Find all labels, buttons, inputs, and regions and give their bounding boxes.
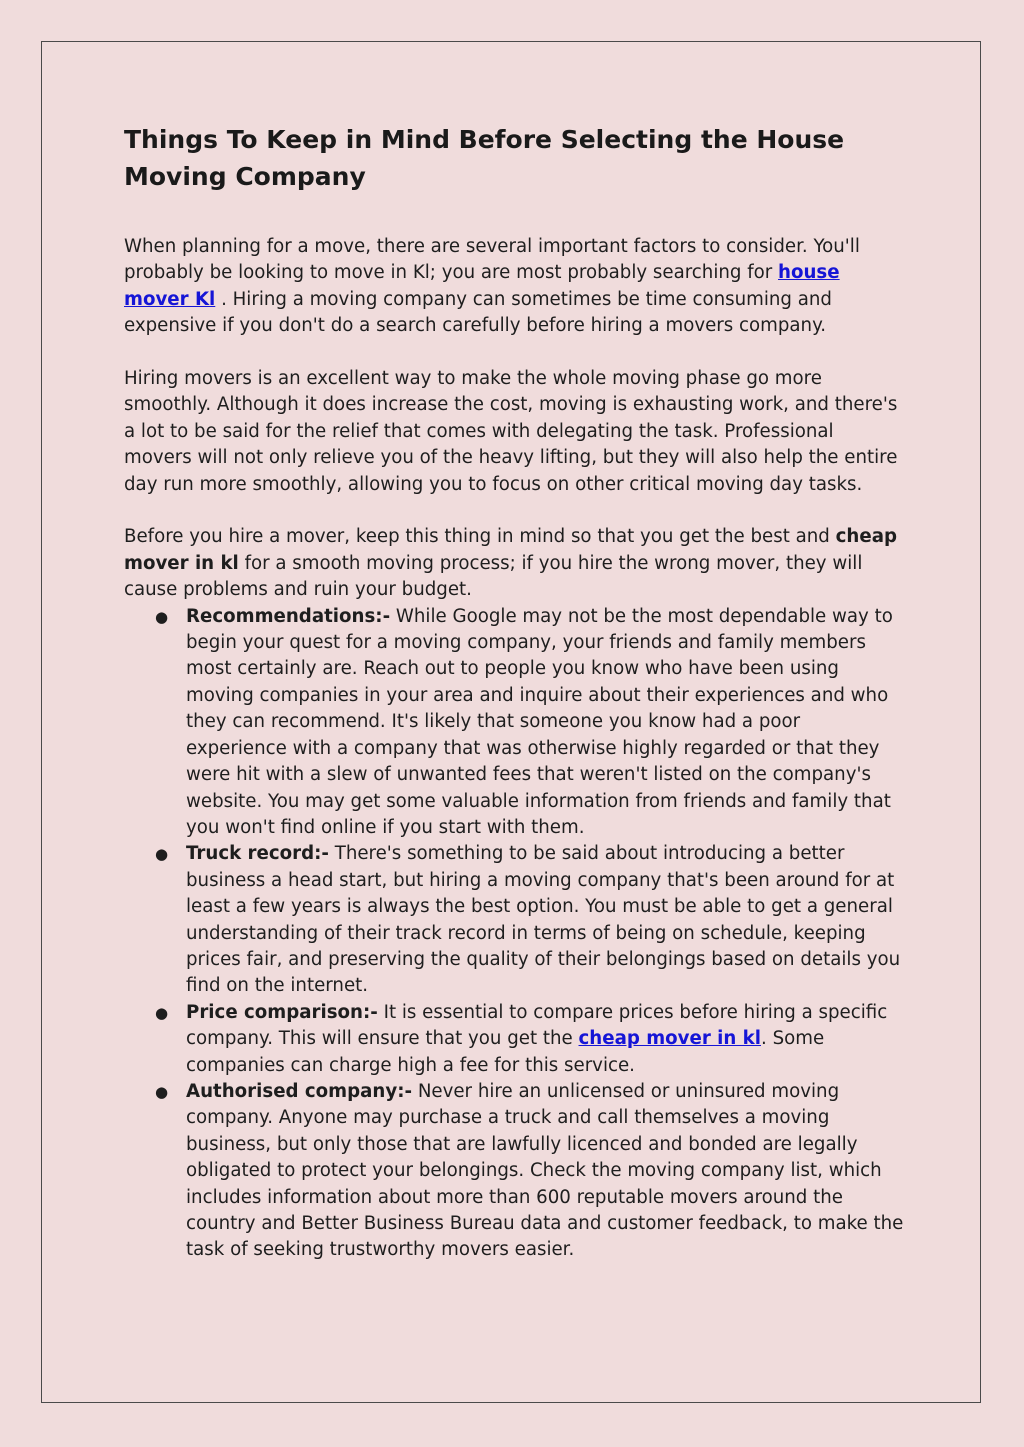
bullet-icon: ●: [155, 1003, 169, 1022]
p3-text-after-bold: for a smooth moving process; if you hire the wrong mover, they will cause problems and ruin your budget.: [124, 552, 863, 601]
before-you-hire-paragraph: [124, 524, 904, 603]
cheap-mover-link[interactable]: cheap mover in kl: [578, 1028, 761, 1050]
list-item-text-after-link: . Some companies can charge high a fee for this service.: [186, 1028, 825, 1076]
bullet-icon: ●: [155, 607, 169, 626]
tips-list: [124, 604, 904, 1264]
intro-text-after-link: . Hiring a moving company can sometimes be time consuming and expensive if you don't do a search carefully before hiring a movers company.: [124, 288, 832, 337]
list-item-heading: Truck record:-: [186, 843, 329, 865]
list-item-heading: Price comparison:-: [186, 1001, 378, 1023]
list-item-text-before-link: It is essential to compare prices before hiring a specific company. This will ensure that you get the: [186, 1001, 888, 1050]
list-item-text: While Google may not be the most dependable way to begin your quest for a moving company, your friends and family members most certainly are. Reach out to people you know who have been using moving companies in your area and inquire about their experiences and who they can recommend. It's likely that someone you know had a poor experience with a company that was otherwise highly regarded or that they were hit with a slew of unwanted fees that weren't listed on the company's website. You may get some valuable information from friends and family that you won't find online if you start with them.: [186, 605, 893, 838]
list-item-authorised-company: [124, 1079, 904, 1264]
list-item-truck-record: [124, 841, 904, 999]
list-item-text: There's something to be said about introducing a better business a head start, but hiring a moving company that's been around for at least a few years is always the best option. You must be able to get a general understanding of their track record in terms of being on schedule, keeping prices fair, and preserving the quality of their belongings based on details you find on the internet.: [186, 843, 901, 997]
cheap-mover-bold: cheap mover in kl: [124, 526, 897, 574]
bullet-icon: ●: [155, 845, 169, 864]
list-item-heading: Authorised company:-: [186, 1080, 413, 1102]
house-mover-link[interactable]: house mover Kl: [124, 262, 840, 310]
page-title: Things To Keep in Mind Before Selecting the House Moving Company: [124, 125, 845, 191]
list-item-heading: Recommendations:-: [186, 605, 391, 627]
intro-paragraph: [124, 234, 904, 340]
hiring-movers-paragraph: Hiring movers is an excellent way to make the whole moving phase go more smoothly. Although it does increase the cost, moving is exhausting work, and there's a lot to be said for the relief that comes with delegating the task. Professional movers will not only relieve you of the heavy lifting, but they will also help the entire day run more smoothly, allowing you to focus on other critical moving day tasks.: [124, 368, 898, 495]
p3-text-before-bold: Before you hire a mover, keep this thing in mind so that you get the best and: [124, 526, 836, 548]
bullet-icon: ●: [155, 1082, 169, 1101]
document-body: [124, 121, 904, 1264]
list-item-price-comparison: [124, 1000, 904, 1079]
list-item-recommendations: [124, 604, 904, 842]
intro-text-before-link: When planning for a move, there are several important factors to consider. You'll probably be looking to move in Kl; you are most probably searching for: [124, 236, 860, 284]
list-item-text: Never hire an unlicensed or uninsured moving company. Anyone may purchase a truck and call themselves a moving business, but only those that are lawfully licenced and bonded are legally obligated to protect your belongings. Check the moving company list, which includes information about more than 600 reputable movers around the country and Better Business Bureau data and customer feedback, to make the task of seeking trustworthy movers easier.: [186, 1080, 904, 1261]
